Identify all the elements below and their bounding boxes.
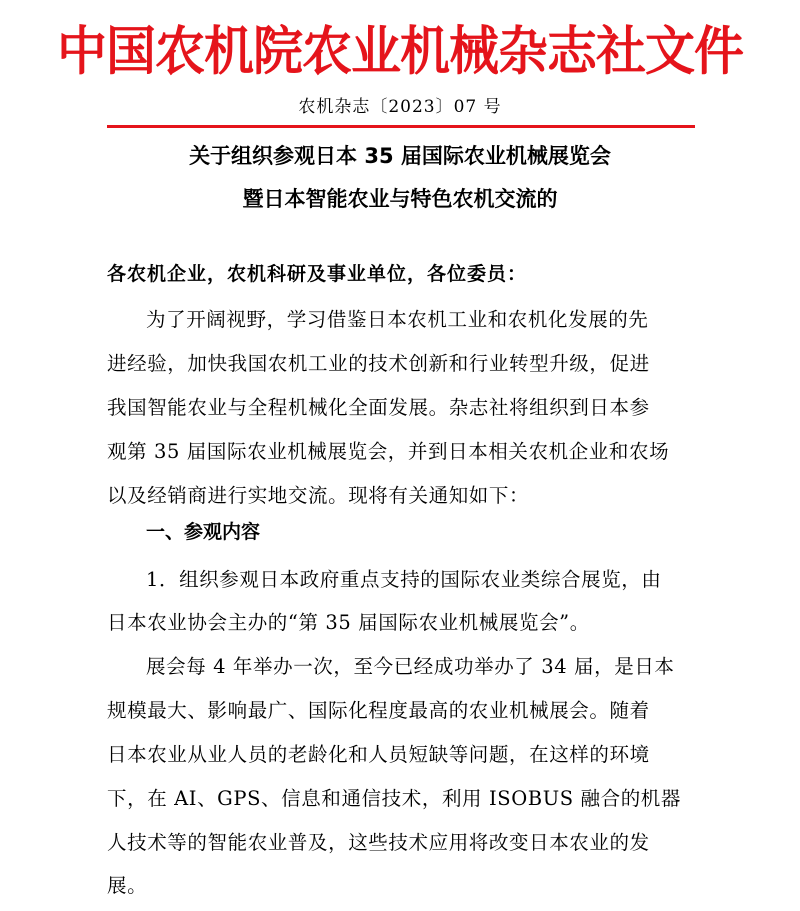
paragraph-2-line: 规模最大、影响最广、国际化程度最高的农业机械展会。随着	[107, 699, 650, 722]
item-1-line: 日本农业协会主办的“第 35 届国际农业机械展览会”。	[107, 611, 590, 634]
paragraph-1-line: 以及经销商进行实地交流。现将有关通知如下：	[107, 484, 530, 507]
item-1-line: 1．组织参观日本政府重点支持的国际农业类综合展览，由	[146, 568, 662, 591]
paragraph-1-line: 观第 35 届国际农业机械展览会，并到日本相关农机企业和农场	[107, 440, 670, 463]
paragraph-2-line: 日本农业从业人员的老龄化和人员短缺等问题，在这样的环境	[107, 743, 650, 766]
document-title-line-2: 暨日本智能农业与特色农机交流的	[242, 187, 558, 211]
section-heading-1: 一、参观内容	[146, 521, 261, 543]
paragraph-1-line: 为了开阔视野，学习借鉴日本农机工业和农机化发展的先	[146, 308, 649, 331]
document-title-line-1: 关于组织参观日本 35 届国际农业机械展览会	[189, 144, 611, 168]
paragraph-2-line: 展。	[107, 874, 148, 897]
paragraph-2-line: 人技术等的智能农业普及，这些技术应用将改变日本农业的发	[107, 831, 650, 854]
masthead-title: 中国农机院农业机械杂志社文件	[57, 19, 743, 82]
red-divider-line	[107, 125, 695, 128]
document-number: 农机杂志〔2023〕07 号	[298, 97, 502, 117]
paragraph-2-line: 下，在 AI、GPS、信息和通信技术，利用 ISOBUS 融合的机器	[107, 787, 682, 810]
paragraph-1-line: 我国智能农业与全程机械化全面发展。杂志社将组织到日本参	[107, 396, 650, 419]
paragraph-2-line: 展会每 4 年举办一次，至今已经成功举办了 34 届，是日本	[146, 655, 675, 678]
salutation: 各农机企业，农机科研及事业单位，各位委员：	[107, 263, 528, 285]
paragraph-1-line: 进经验，加快我国农机工业的技术创新和行业转型升级，促进	[107, 352, 650, 375]
